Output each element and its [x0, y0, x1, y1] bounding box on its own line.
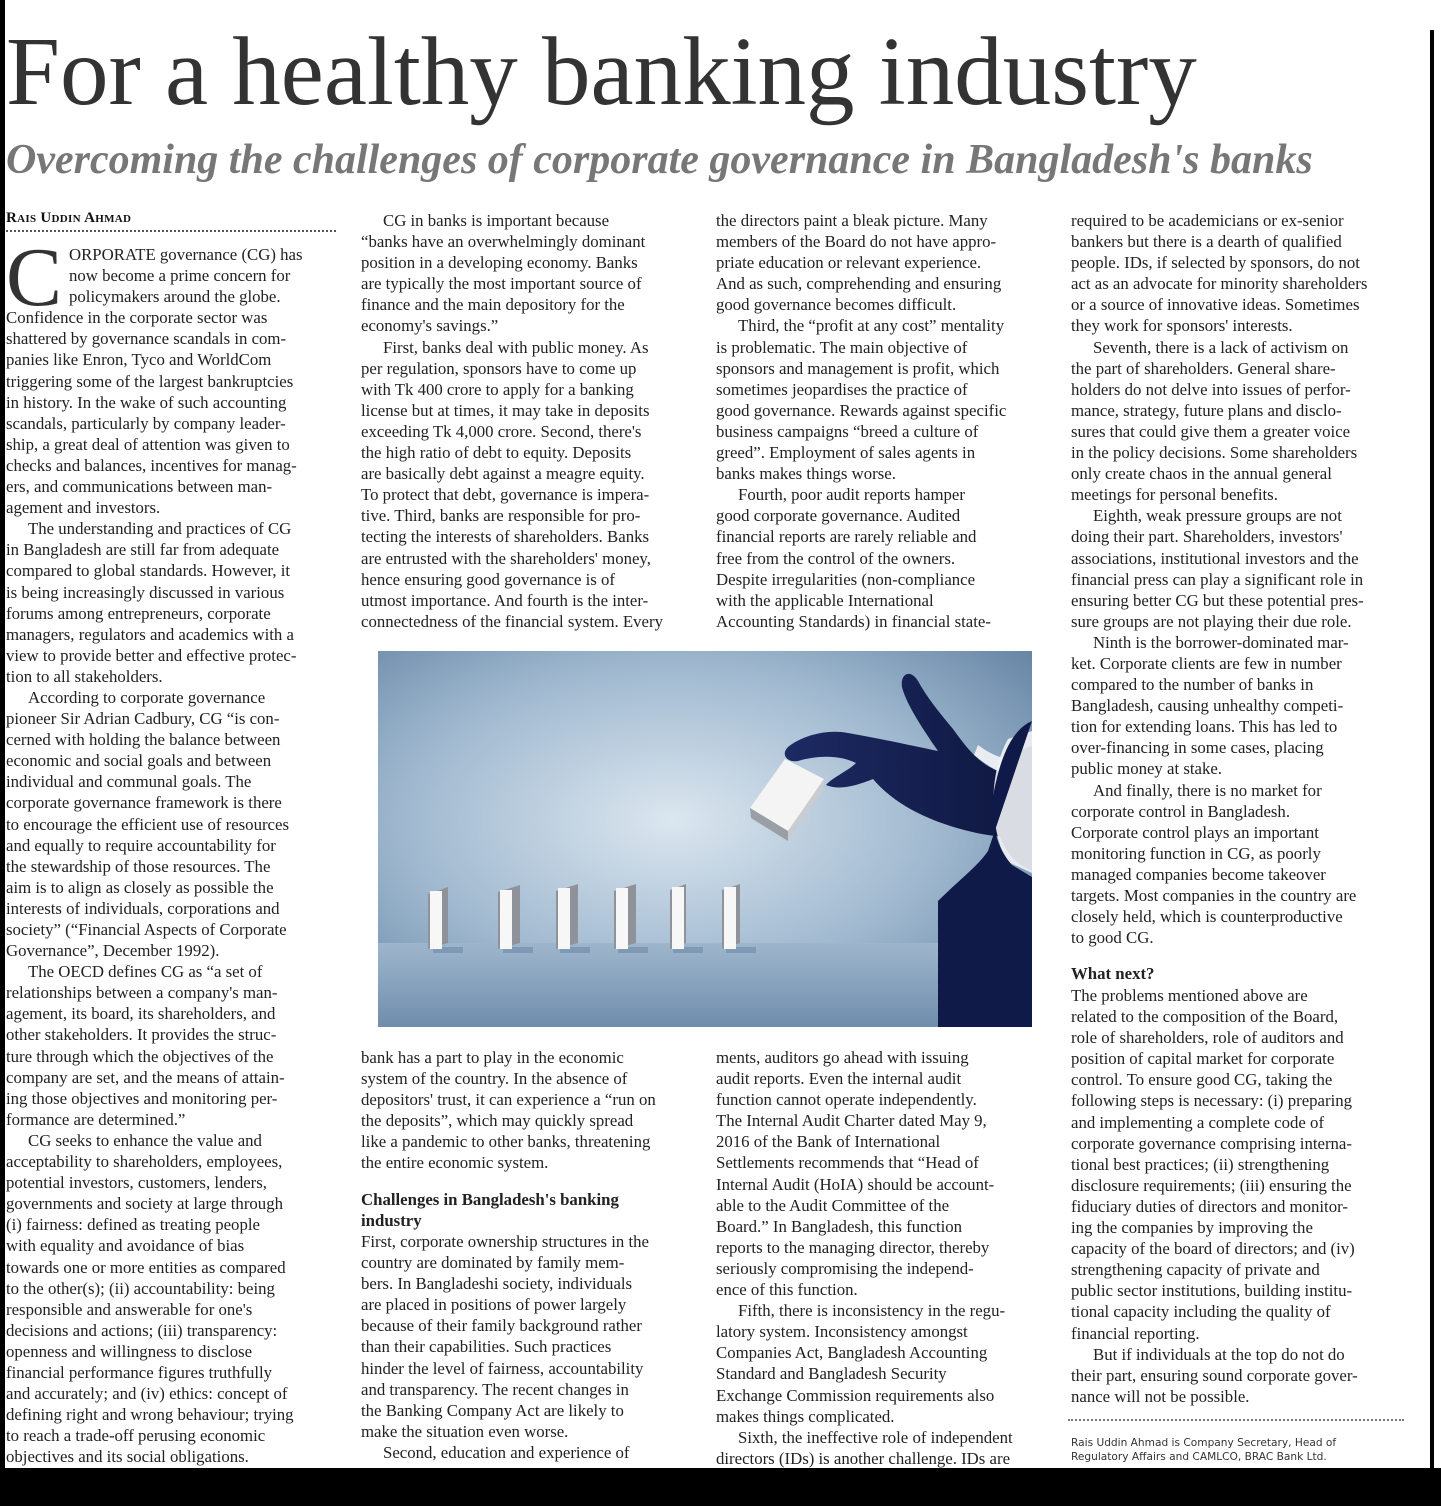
headline: For a healthy banking industry	[6, 18, 1197, 125]
dropcap: C	[6, 231, 63, 324]
text-line: And as such, comprehending and ensuring	[716, 274, 1002, 294]
text-line: ship, a great deal of attention was given to	[6, 434, 290, 454]
text-line: Governance”, December 1992).	[6, 941, 220, 961]
text-line: sponsors and management is profit, which	[716, 358, 1000, 378]
text-line: reports to the managing director, thereby	[716, 1237, 990, 1257]
text-line: But if individuals at the top do not do	[1093, 1344, 1345, 1364]
text-line: the Banking Company Act are likely to	[361, 1400, 624, 1420]
text-line: audit reports. Even the internal audit	[716, 1069, 962, 1089]
text-line: compared to global standards. However, it	[6, 561, 291, 581]
text-line: other stakeholders. It provides the struc-	[6, 1025, 277, 1045]
text-line: with Tk 400 crore to apply for a banking	[361, 379, 634, 399]
text-line: individual and communal goals. The	[6, 772, 252, 792]
text-line: tional best practices; (ii) strengthening	[1071, 1154, 1330, 1174]
text-line: finance and the main depository for the	[361, 295, 625, 315]
text-line: economy's savings.”	[361, 316, 499, 336]
text-line: they work for sponsors' interests.	[1071, 316, 1293, 336]
text-line: the deposits”, which may quickly spread	[361, 1111, 634, 1131]
text-line: depositors' trust, it can experience a “run on	[361, 1090, 656, 1110]
text-line: Fourth, poor audit reports hamper	[738, 485, 965, 505]
text-line: associations, institutional investors and the	[1071, 548, 1359, 568]
text-line: public sector institutions, building institu-	[1071, 1281, 1353, 1301]
text-line: openness and willingness to disclose	[6, 1341, 253, 1361]
text-line: (i) fairness: defined as treating people	[6, 1215, 260, 1235]
text-line: in history. In the wake of such accounting	[6, 392, 287, 412]
subheadline: Overcoming the challenges of corporate governance in Bangladesh's banks	[6, 137, 1313, 183]
text-line: disclosure requirements; (iii) ensuring the	[1071, 1175, 1352, 1195]
text-line: ments, auditors go ahead with issuing	[716, 1048, 969, 1067]
text-line: relationships between a company's man-	[6, 983, 278, 1003]
text-line: tion to all stakeholders.	[6, 666, 163, 686]
text-line: acceptability to shareholders, employees,	[6, 1152, 283, 1172]
text-line: position in a developing economy. Banks	[361, 253, 638, 273]
text-line: corporate governance comprising interna-	[1071, 1133, 1352, 1153]
text-line: The understanding and practices of CG	[28, 519, 292, 539]
text-line: connectedness of the financial system. Every	[361, 611, 663, 631]
text-line: formance are determined.”	[6, 1109, 186, 1129]
text-line: financial performance figures truthfully	[6, 1362, 273, 1382]
text-line: their part, ensuring sound corporate gover-	[1071, 1365, 1358, 1385]
text-line: only create chaos in the annual general	[1071, 464, 1332, 484]
text-line: tive. Third, banks are responsible for pro-	[361, 506, 641, 526]
text-line: are placed in positions of power largely	[361, 1295, 627, 1315]
text-line: pioneer Sir Adrian Cadbury, CG “is con-	[6, 709, 280, 729]
text-line: to reach a trade-off perusing economic	[6, 1426, 266, 1446]
text-line: bankers but there is a dearth of qualified	[1071, 232, 1342, 252]
text-line: “banks have an overwhelmingly dominant	[361, 232, 646, 252]
text-line: bank has a part to play in the economic	[361, 1048, 624, 1067]
scan-border-bottom	[0, 1468, 1441, 1506]
text-line: exceeding Tk 4,000 crore. Second, there's	[361, 421, 642, 441]
text-line: First, corporate ownership structures in the	[361, 1232, 650, 1251]
text-line: closely held, which is counterproductive	[1071, 907, 1343, 927]
text-line: The Internal Audit Charter dated May 9,	[716, 1111, 987, 1131]
text-line: scandals, particularly by company leader-	[6, 413, 286, 433]
column-2-bottom	[361, 1047, 699, 1174]
text-line: country are dominated by family mem-	[361, 1253, 625, 1273]
text-line: able to the Audit Committee of the	[716, 1195, 950, 1215]
text-line: tional capacity including the quality of	[1071, 1302, 1331, 1322]
text-line: to good CG.	[1071, 928, 1154, 948]
text-line: because of their family background rather	[361, 1316, 642, 1336]
text-line: utmost importance. And fourth is the inter-	[361, 590, 649, 610]
author-note	[1071, 1437, 1411, 1464]
text-line: public money at stake.	[1071, 759, 1222, 779]
text-line: managers, regulators and academics with a	[6, 624, 294, 644]
text-line: corporate governance framework is there	[6, 793, 282, 813]
challenges-heading-line: Challenges in Bangladesh's banking	[361, 1190, 619, 1209]
text-line: Third, the “profit at any cost” mentality	[738, 316, 1005, 336]
text-line: nance will not be possible.	[1071, 1386, 1250, 1406]
text-line: interests of individuals, corporations and	[6, 898, 280, 918]
text-line: sures that could give them a greater voice	[1071, 421, 1351, 441]
text-line: makes things complicated.	[716, 1406, 895, 1426]
text-line: objectives and its social obligations.	[6, 1447, 249, 1467]
text-line: the directors paint a bleak picture. Many	[716, 211, 988, 230]
text-line: checks and balances, incentives for manag-	[6, 455, 297, 475]
text-line: with equality and avoidance of bias	[6, 1236, 245, 1256]
text-line: and transparency. The recent changes in	[361, 1379, 629, 1399]
text-line: Sixth, the ineffective role of independent	[738, 1427, 1013, 1447]
text-line: potential investors, customers, lenders,	[6, 1173, 267, 1193]
text-line: to the other(s); (ii) accountability: being	[6, 1278, 275, 1298]
text-line: people. IDs, if selected by sponsors, do not	[1071, 253, 1360, 273]
text-line: ers, and communications between man-	[6, 477, 273, 497]
text-line: ing those objectives and monitoring per-	[6, 1088, 278, 1108]
text-line: compared to the number of banks in	[1071, 675, 1314, 695]
text-line: priate education or relevant experience.	[716, 253, 982, 273]
text-line: seriously compromising the independ-	[716, 1258, 974, 1278]
text-line: shattered by governance scandals in com-	[6, 329, 287, 349]
domino-hand-illustration	[378, 651, 1032, 1027]
text-line: The OECD defines CG as “a set of	[28, 962, 263, 982]
text-line: Standard and Bangladesh Security	[716, 1364, 947, 1384]
text-line: CG seeks to enhance the value and	[28, 1130, 262, 1150]
text-line: mance, strategy, future plans and disclo-	[1071, 400, 1342, 420]
text-line: function cannot operate independently.	[716, 1090, 977, 1110]
text-line: or a source of innovative ideas. Sometimes	[1071, 295, 1360, 315]
text-line: ORPORATE governance (CG) has	[69, 245, 303, 264]
text-line: towards one or more entities as compared	[6, 1257, 286, 1277]
text-line: good governance becomes difficult.	[716, 295, 957, 315]
text-line: the entire economic system.	[361, 1153, 549, 1173]
text-line: make the situation even worse.	[361, 1421, 569, 1441]
text-line: to encourage the efficient use of resources	[6, 814, 289, 834]
text-line: Exchange Commission requirements also	[716, 1385, 995, 1405]
text-line: tecting the interests of shareholders. Banks	[361, 527, 650, 547]
text-line: Companies Act, Bangladesh Accounting	[716, 1343, 988, 1363]
text-line: triggering some of the largest bankruptcies	[6, 371, 294, 391]
text-line: decisions and actions; (iii) transparency:	[6, 1320, 278, 1340]
text-line: ing the companies by improving the	[1071, 1218, 1313, 1238]
text-line: are entrusted with the shareholders' money,	[361, 548, 651, 568]
text-line: Second, education and experience of	[383, 1442, 630, 1462]
text-line: company are set, and the means of attain-	[6, 1067, 285, 1087]
text-line: ture through which the objectives of the	[6, 1046, 274, 1066]
text-line: the part of shareholders. General share-	[1071, 358, 1336, 378]
text-line: directors (IDs) is another challenge. IDs are	[716, 1448, 1011, 1468]
text-line: fiduciary duties of directors and monitor-	[1071, 1196, 1348, 1216]
text-line: good corporate governance. Audited	[716, 506, 961, 526]
text-line: agement, its board, its shareholders, and	[6, 1004, 276, 1024]
text-line: with the applicable International	[716, 590, 934, 610]
text-line: Eighth, weak pressure groups are not	[1093, 506, 1342, 526]
text-line: Ninth is the borrower-dominated mar-	[1093, 632, 1349, 652]
text-line: position of capital market for corporate	[1071, 1049, 1335, 1069]
column-4-bottom	[1071, 985, 1411, 1407]
text-line: Board.” In Bangladesh, this function	[716, 1216, 963, 1236]
what-next-heading-text: What next?	[1071, 964, 1155, 983]
challenges-heading-line: industry	[361, 1211, 422, 1231]
text-line: members of the Board do not have appro-	[716, 232, 997, 252]
text-line: doing their part. Shareholders, investors'	[1071, 527, 1343, 547]
text-line: monitoring function in CG, as poorly	[1071, 843, 1321, 863]
column-3-top	[716, 210, 1056, 632]
text-line: agement and investors.	[6, 498, 161, 518]
text-line: governments and society at large through	[6, 1194, 283, 1214]
text-line: defining right and wrong behaviour; trying	[6, 1405, 294, 1425]
text-line: Corporate control plays an important	[1071, 822, 1319, 842]
text-line: To protect that debt, governance is impera-	[361, 485, 650, 505]
text-line: CG in banks is important because	[383, 211, 610, 230]
column-3-bottom	[716, 1047, 1056, 1469]
text-line: And finally, there is no market for	[1093, 780, 1322, 800]
text-line: hinder the level of fairness, accountability	[361, 1358, 644, 1378]
text-line: Seventh, there is a lack of activism on	[1093, 337, 1349, 357]
text-line: aim is to align as closely as possible the	[6, 877, 274, 897]
text-line: The problems mentioned above are	[1071, 986, 1308, 1005]
text-line: Regulatory Affairs and CAMLCO, BRAC Bank Ltd.	[1071, 1450, 1327, 1463]
text-line: business campaigns “breed a culture of	[716, 421, 979, 441]
text-line: Bangladesh, causing unhealthy competi-	[1071, 696, 1344, 716]
text-line: ence of this function.	[716, 1280, 858, 1300]
text-line: cerned with holding the balance between	[6, 730, 281, 750]
column-2-top	[361, 210, 699, 632]
text-line: financial reporting.	[1071, 1323, 1200, 1343]
byline: Rais Uddin Ahmad	[6, 210, 336, 232]
text-line: the high ratio of debt to equity. Deposits	[361, 443, 632, 463]
text-line: 2016 of the Bank of International	[716, 1132, 941, 1152]
text-line: free from the control of the owners.	[716, 548, 956, 568]
text-line: control. To ensure good CG, taking the	[1071, 1070, 1333, 1090]
text-line: banks makes things worse.	[716, 464, 896, 484]
text-line: latory system. Inconsistency amongst	[716, 1322, 968, 1342]
table-surface	[378, 943, 1032, 1027]
text-line: capacity of the board of directors; and (iv)	[1071, 1239, 1355, 1259]
scan-border-left	[0, 0, 5, 1506]
text-line: over-financing in some cases, placing	[1071, 738, 1324, 758]
text-line: and equally to require accountability for	[6, 835, 276, 855]
text-line: managed companies become takeover	[1071, 864, 1326, 884]
text-line: targets. Most companies in the country are	[1071, 886, 1357, 905]
text-line: system of the country. In the absence of	[361, 1069, 628, 1089]
article-photo	[378, 651, 1032, 1027]
column-2-challenges	[361, 1231, 699, 1463]
text-line: responsible and answerable for one's	[6, 1299, 253, 1319]
text-line: related to the composition of the Board,	[1071, 1007, 1339, 1027]
text-line: Despite irregularities (non-compliance	[716, 569, 976, 589]
text-line: First, banks deal with public money. As	[383, 337, 649, 357]
text-line: financial reports are rarely reliable and	[716, 527, 977, 547]
text-line: now become a prime concern for	[69, 266, 291, 286]
text-line: like a pandemic to other banks, threatening	[361, 1132, 651, 1152]
text-line: is being increasingly discussed in various	[6, 582, 285, 602]
column-4-top	[1071, 210, 1411, 948]
text-line: license but at times, it may take in deposits	[361, 400, 650, 420]
text-line: are basically debt against a meagre equity.	[361, 464, 645, 484]
text-line: view to provide better and effective protec-	[6, 645, 297, 665]
text-line: ket. Corporate clients are few in number	[1071, 653, 1342, 673]
text-line: tion for extending loans. This has led to	[1071, 717, 1338, 737]
column-1	[6, 231, 342, 1467]
text-line: Confidence in the corporate sector was	[6, 308, 268, 328]
text-line: required to be academicians or ex-senior	[1071, 211, 1344, 230]
text-line: hence ensuring good governance is of	[361, 569, 615, 589]
text-line: society” (“Financial Aspects of Corporate	[6, 920, 287, 939]
text-line: sure groups are not playing their due role.	[1071, 611, 1352, 631]
text-line: act as an advocate for minority shareholders	[1071, 274, 1368, 294]
text-line: bers. In Bangladeshi society, individuals	[361, 1274, 633, 1294]
text-line: per regulation, sponsors have to come up	[361, 358, 637, 378]
text-line: following steps is necessary: (i) preparing	[1071, 1091, 1353, 1111]
text-line: Fifth, there is inconsistency in the regu-	[738, 1301, 1006, 1321]
text-line: panies like Enron, Tyco and WorldCom	[6, 350, 272, 370]
text-line: Internal Audit (HoIA) should be account-	[716, 1174, 995, 1194]
text-line: Accounting Standards) in financial state-	[716, 611, 991, 631]
text-line: the stewardship of those resources. The	[6, 856, 271, 876]
challenges-heading	[361, 1189, 699, 1231]
text-line: financial press can play a significant role in	[1071, 569, 1364, 589]
text-line: and accurately; and (iv) ethics: concept of	[6, 1384, 288, 1404]
text-line: meetings for personal benefits.	[1071, 485, 1278, 505]
text-line: economic and social goals and between	[6, 751, 272, 771]
text-line: sometimes jeopardises the practice of	[716, 379, 968, 399]
text-line: role of shareholders, role of auditors and	[1071, 1028, 1344, 1048]
text-line: and implementing a complete code of	[1071, 1112, 1325, 1132]
text-line: greed”. Employment of sales agents in	[716, 443, 976, 463]
text-line: is problematic. The main objective of	[716, 337, 968, 357]
text-line: corporate control in Bangladesh.	[1071, 801, 1291, 821]
text-line: policymakers around the globe.	[69, 287, 281, 307]
text-line: holders do not delve into issues of perfor-	[1071, 379, 1351, 399]
text-line: Settlements recommends that “Head of	[716, 1153, 979, 1173]
text-line: forums among entrepreneurs, corporate	[6, 603, 271, 623]
text-line: According to corporate governance	[28, 687, 266, 707]
what-next-heading	[1071, 963, 1411, 984]
scan-border-right	[1430, 30, 1434, 1470]
text-line: strengthening capacity of private and	[1071, 1260, 1320, 1280]
text-line: ensuring better CG but these potential pres-	[1071, 590, 1364, 610]
author-divider	[1068, 1419, 1404, 1421]
text-line: in Bangladesh are still far from adequate	[6, 540, 280, 560]
text-line: are typically the most important source of	[361, 274, 642, 294]
text-line: good governance. Rewards against specific	[716, 400, 1007, 420]
text-line: in the policy decisions. Some shareholders	[1071, 443, 1358, 463]
text-line: Rais Uddin Ahmad is Company Secretary, Head of	[1071, 1437, 1337, 1449]
text-line: than their capabilities. Such practices	[361, 1337, 612, 1357]
